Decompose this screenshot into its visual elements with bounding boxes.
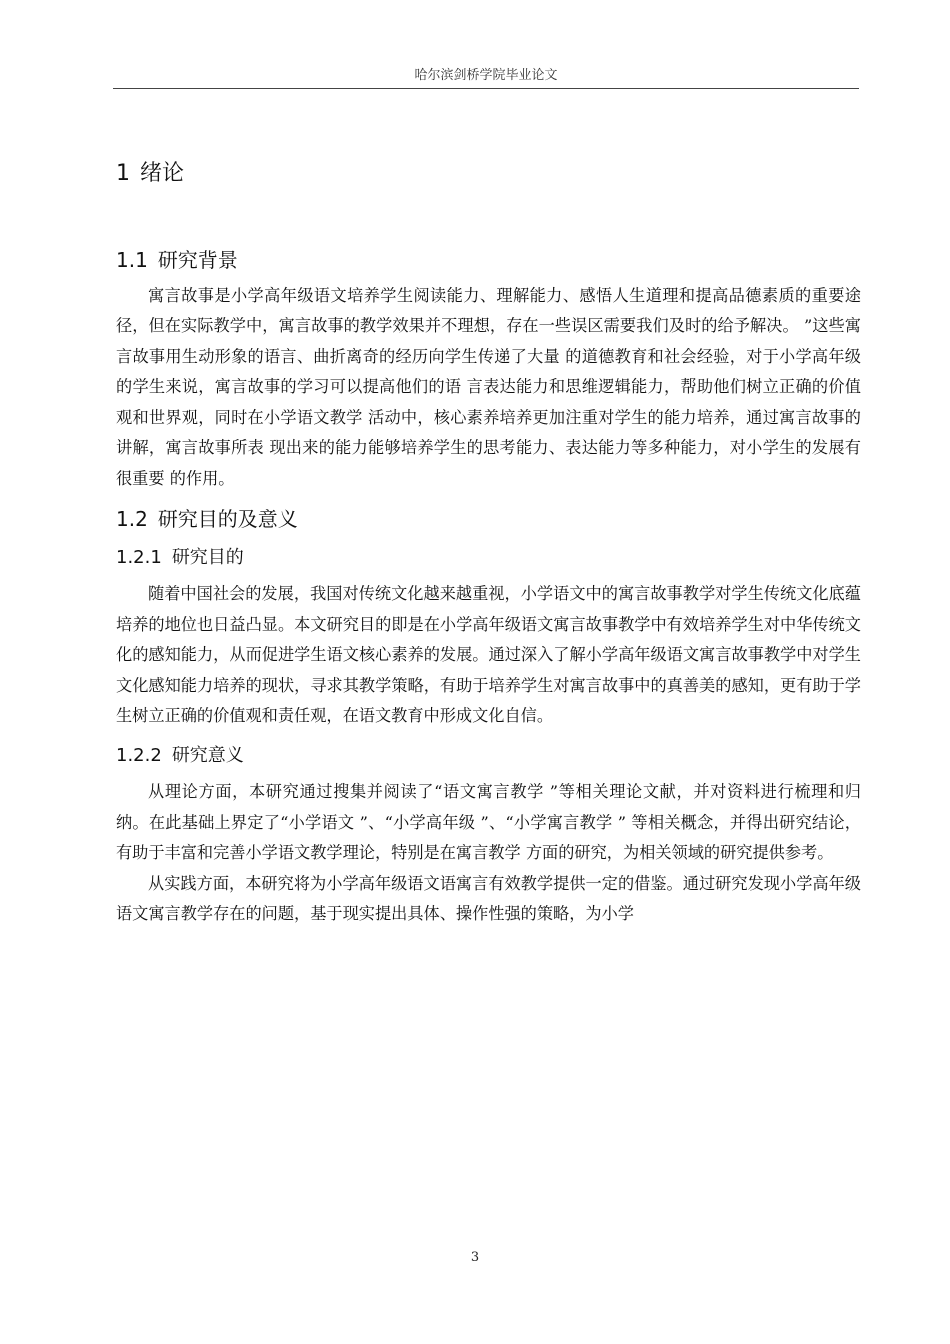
section-heading-purpose-significance bbox=[116, 506, 861, 532]
subsection-title: 研究目的 bbox=[171, 547, 244, 569]
purpose-paragraph: 随着中国社会的发展，我国对传统文化越来越重视，小学语文中的寓言故事教学对学生传统文化底蕴培养的地位也日益凸显。本文研究目的即是在小学高年级语文寓言故事教学中有效培养学生对中华传统文化的感知能力，从而促进学生语文核心素养的发展。通过深入了解小学高年级语文寓言故事教学中对学生文化感知能力培养的现状，寻求其教学策略，有助于培养学生对寓言故事中的真善美的感知，更有助于学生树立正确的价值观和责任观，在语文教育中形成文化自信。 bbox=[116, 584, 861, 726]
subsection-number: 1.2.2 bbox=[116, 744, 162, 766]
background-paragraph: 寓言故事是小学高年级语文培养学生阅读能力、理解能力、感悟人生道理和提高品德素质的重要途径，但在实际教学中，寓言故事的教学效果并不理想，存在一些误区需要我们及时的给予解决。 ”这些寓言故事用生动形象的语言、曲折离奇的经历向学生传递了大量 的道德教育和社会经验，对于小学高年级的学生来说，寓言故事的学习可以提高他们的语 言表达能力和思维逻辑能力，帮助他们树立正确的价值观和世界观，同时在小学语文教学 活动中，核心素养培养更加注重对学生的能力培养，通过寓言故事的讲解，寓言故事所表 现出来的能力能够培养学生的思考能力、表达能力等多种能力，对小学生的发展有很重要 的作用。 bbox=[116, 285, 861, 488]
chapter-title: 绪论 bbox=[140, 161, 185, 186]
significance-paragraph-practice: 从实践方面，本研究将为小学高年级语文语寓言有效教学提供一定的借鉴。通过研究发现小学高年级语文寓言教学存在的问题，基于现实提出具体、操作性强的策略，为小学 bbox=[116, 873, 861, 924]
chapter-number: 1 bbox=[116, 161, 130, 186]
section-title: 研究背景 bbox=[157, 247, 238, 272]
subsection-heading-significance bbox=[116, 744, 861, 767]
page-body bbox=[116, 160, 861, 930]
subsection-heading-purpose bbox=[116, 546, 861, 569]
page-number: 3 bbox=[470, 1250, 480, 1265]
subsection-number: 1.2.1 bbox=[116, 547, 162, 569]
header-divider bbox=[113, 88, 859, 89]
significance-paragraph-theory: 从理论方面，本研究通过搜集并阅读了“语文寓言教学 ”等相关理论文献，并对资料进行梳理和归纳。在此基础上界定了“小学语文 ”、“小学高年级 ”、“小学寓言教学 ” 等相关概念，并得出研究结论，有助于丰富和完善小学语文教学理论，特别是在寓言教学 方面的研究，为相关领域的研究提供参考。 bbox=[116, 782, 861, 863]
chapter-heading bbox=[116, 160, 861, 189]
section-title: 研究目的及意义 bbox=[157, 507, 298, 532]
section-heading-background bbox=[116, 247, 861, 273]
subsection-title: 研究意义 bbox=[171, 744, 244, 766]
running-header: 哈尔滨剑桥学院毕业论文 bbox=[414, 68, 558, 83]
section-number: 1.2 bbox=[116, 507, 148, 532]
section-number: 1.1 bbox=[116, 247, 148, 272]
